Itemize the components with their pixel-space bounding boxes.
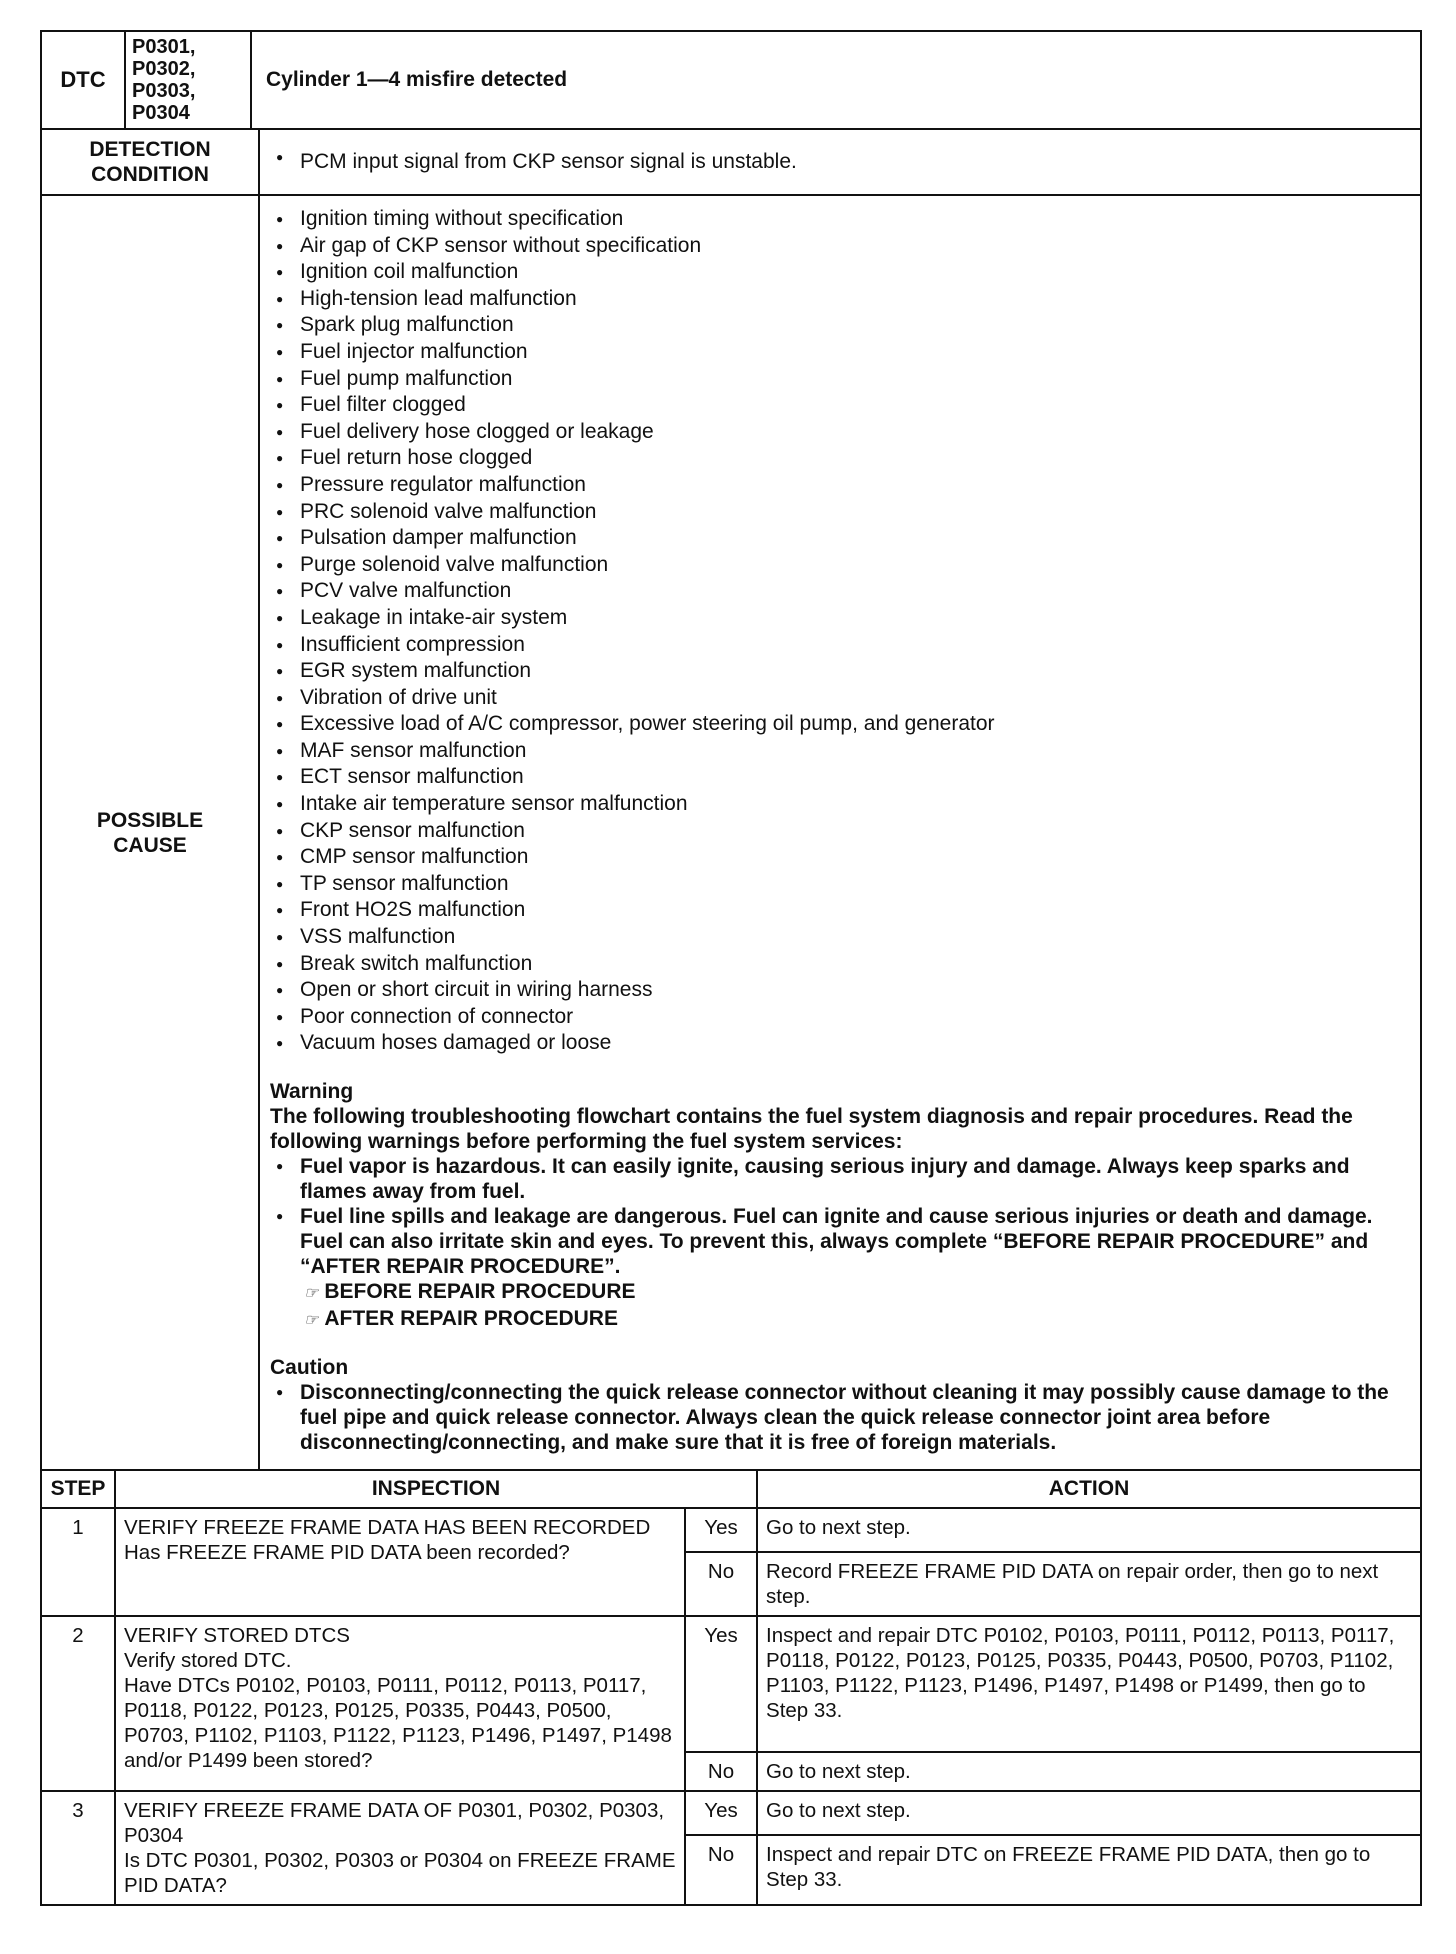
cause-item: ● Break switch malfunction: [270, 951, 1410, 978]
step-inspection: [115, 1791, 685, 1905]
possible-cause-label-line1: POSSIBLE: [96, 808, 204, 832]
dtc-header-row: [41, 31, 1421, 129]
cause-item: ● Pressure regulator malfunction: [270, 472, 1410, 499]
caution-list: [270, 1380, 1410, 1455]
cause-item: ● Fuel injector malfunction: [270, 339, 1410, 366]
cause-item: ● Vibration of drive unit: [270, 685, 1410, 712]
cause-item: ● Excessive load of A/C compressor, power steering oil pump, and generator: [270, 711, 1410, 738]
step-inspection: [115, 1616, 685, 1791]
cause-table: [40, 128, 1422, 1471]
warning-item: ● Fuel line spills and leakage are dangerous. Fuel can ignite and cause serious injuries or death and damage. Fuel can also irritate skin and eyes. To prevent this, always complete “BEFORE REPAIR PROCEDURE” and “AFTER REPAIR PROCEDURE”.: [270, 1204, 1410, 1279]
step-yes-label: Yes: [685, 1791, 757, 1835]
cause-item: ● Ignition timing without specification: [270, 206, 1410, 233]
detection-label-line2: CONDITION: [91, 163, 209, 186]
step-number: 1: [41, 1508, 115, 1616]
cause-item: ● Fuel return hose clogged: [270, 445, 1410, 472]
step-no-action: Go to next step.: [757, 1752, 1421, 1791]
caution-block: [270, 1355, 1410, 1455]
detection-label: [41, 129, 259, 195]
cause-item: ● ECT sensor malfunction: [270, 764, 1410, 791]
step-no-label: No: [685, 1752, 757, 1791]
cause-item: ● Purge solenoid valve malfunction: [270, 552, 1410, 579]
dtc-label: DTC: [41, 31, 125, 129]
dtc-title: Cylinder 1—4 misfire detected: [251, 31, 1421, 129]
inspection-column-header: INSPECTION: [115, 1470, 757, 1508]
warning-intro: The following troubleshooting flowchart contains the fuel system diagnosis and repair procedures. Read the following warnings before performing the fuel system services:: [270, 1105, 1353, 1153]
cause-item: ● PRC solenoid valve malfunction: [270, 499, 1410, 526]
step-inspection-title: VERIFY STORED DTCS: [124, 1624, 350, 1647]
step-number: 2: [41, 1616, 115, 1791]
action-column-header: ACTION: [757, 1470, 1421, 1508]
step-yes-action: Go to next step.: [757, 1791, 1421, 1835]
possible-cause-content: [259, 195, 1421, 1470]
caution-item: ● Disconnecting/connecting the quick release connector without cleaning it may possibly cause damage to the fuel pipe and quick release connector. Always clean the quick release connector joint area before disconnecting/connecting, and make sure that it is free of foreign materials.: [270, 1380, 1410, 1455]
step-no-label: No: [685, 1835, 757, 1905]
cause-item: ● Open or short circuit in wiring harness: [270, 977, 1410, 1004]
warning-heading: Warning: [270, 1080, 354, 1103]
reference-before-label: BEFORE REPAIR PROCEDURE: [324, 1280, 636, 1303]
dtc-codes-line1: P0301, P0302,: [132, 36, 196, 80]
possible-cause-label-line2: CAUSE: [113, 833, 187, 857]
detection-row: [41, 129, 1421, 195]
steps-header-row: [41, 1470, 1421, 1508]
cause-item: ● Pulsation damper malfunction: [270, 525, 1410, 552]
cause-item: ● Ignition coil malfunction: [270, 259, 1410, 286]
possible-cause-label: [41, 195, 259, 1470]
cause-item: ● Poor connection of connector: [270, 1004, 1410, 1031]
step-yes-label: Yes: [685, 1616, 757, 1752]
step-inspection-body: Has FREEZE FRAME PID DATA been recorded?: [124, 1541, 570, 1564]
cause-item: ● MAF sensor malfunction: [270, 738, 1410, 765]
cause-item: ● Intake air temperature sensor malfunction: [270, 791, 1410, 818]
cause-item: ● Front HO2S malfunction: [270, 897, 1410, 924]
cause-item: ● Air gap of CKP sensor without specification: [270, 233, 1410, 260]
detection-value: [259, 129, 1421, 195]
step-column-header: STEP: [41, 1470, 115, 1508]
detection-condition-text: ● PCM input signal from CKP sensor signal is unstable.: [270, 150, 1410, 174]
cause-item: ● Fuel delivery hose clogged or leakage: [270, 419, 1410, 446]
cause-item: ● Insufficient compression: [270, 632, 1410, 659]
cause-item: ● EGR system malfunction: [270, 658, 1410, 685]
cause-item: ● PCV valve malfunction: [270, 578, 1410, 605]
service-manual-page: [40, 30, 1422, 1906]
cause-item: ● High-tension lead malfunction: [270, 286, 1410, 313]
step-row: [41, 1616, 1421, 1752]
dtc-codes: [125, 31, 251, 129]
step-yes-action: Inspect and repair DTC P0102, P0103, P0111, P0112, P0113, P0117, P0118, P0122, P0123, P0125, P0335, P0443, P0500, P0703, P1102, P1103, P1122, P1123, P1496, P1497, P1498 or P1499, then go to Step 33.: [757, 1616, 1421, 1752]
warning-block: [270, 1079, 1410, 1455]
step-inspection-body: Have DTCs P0102, P0103, P0111, P0112, P0113, P0117, P0118, P0122, P0123, P0125, P0335, P0443, P0500, P0703, P1102, P1103, P1122, P1123, P1496, P1497, P1498 and/or P1499 been stored?: [124, 1674, 672, 1772]
cause-item: ● Leakage in intake-air system: [270, 605, 1410, 632]
reference-link-after[interactable]: [270, 1306, 1410, 1333]
detection-label-line1: DETECTION: [89, 138, 211, 161]
cause-item: ● Vacuum hoses damaged or loose: [270, 1030, 1410, 1057]
reference-arrow-icon: ☞: [304, 1312, 319, 1329]
cause-item: ● Fuel pump malfunction: [270, 366, 1410, 393]
warning-item: ● Fuel vapor is hazardous. It can easily ignite, causing serious injury and damage. Always keep sparks and flames away from fuel.: [270, 1154, 1410, 1204]
dtc-info-table: [40, 30, 1422, 130]
step-no-action: Record FREEZE FRAME PID DATA on repair order, then go to next step.: [757, 1552, 1421, 1616]
step-inspection-line2: Verify stored DTC.: [124, 1649, 292, 1672]
cause-item: ● TP sensor malfunction: [270, 871, 1410, 898]
reference-link-before[interactable]: [270, 1279, 1410, 1306]
cause-item: ● CKP sensor malfunction: [270, 818, 1410, 845]
dtc-codes-line2: P0303, P0304: [132, 80, 196, 124]
cause-item: ● Fuel filter clogged: [270, 392, 1410, 419]
possible-cause-row: [41, 195, 1421, 1470]
reference-arrow-icon: ☞: [304, 1285, 319, 1302]
cause-item: ● VSS malfunction: [270, 924, 1410, 951]
step-no-label: No: [685, 1552, 757, 1616]
cause-list: [270, 206, 1410, 1057]
step-inspection-body: Is DTC P0301, P0302, P0303 or P0304 on FREEZE FRAME PID DATA?: [124, 1849, 676, 1897]
step-inspection-title: VERIFY FREEZE FRAME DATA HAS BEEN RECORDED: [124, 1516, 651, 1539]
cause-item: ● CMP sensor malfunction: [270, 844, 1410, 871]
cause-item: ● Spark plug malfunction: [270, 312, 1410, 339]
step-row: [41, 1508, 1421, 1552]
step-inspection: [115, 1508, 685, 1616]
step-yes-label: Yes: [685, 1508, 757, 1552]
steps-table: [40, 1469, 1422, 1906]
step-number: 3: [41, 1791, 115, 1905]
step-inspection-title: VERIFY FREEZE FRAME DATA OF P0301, P0302, P0303, P0304: [124, 1799, 665, 1847]
step-row: [41, 1791, 1421, 1835]
step-yes-action: Go to next step.: [757, 1508, 1421, 1552]
caution-heading: Caution: [270, 1356, 349, 1379]
warning-list: [270, 1154, 1410, 1279]
step-no-action: Inspect and repair DTC on FREEZE FRAME PID DATA, then go to Step 33.: [757, 1835, 1421, 1905]
reference-after-label: AFTER REPAIR PROCEDURE: [324, 1307, 618, 1330]
